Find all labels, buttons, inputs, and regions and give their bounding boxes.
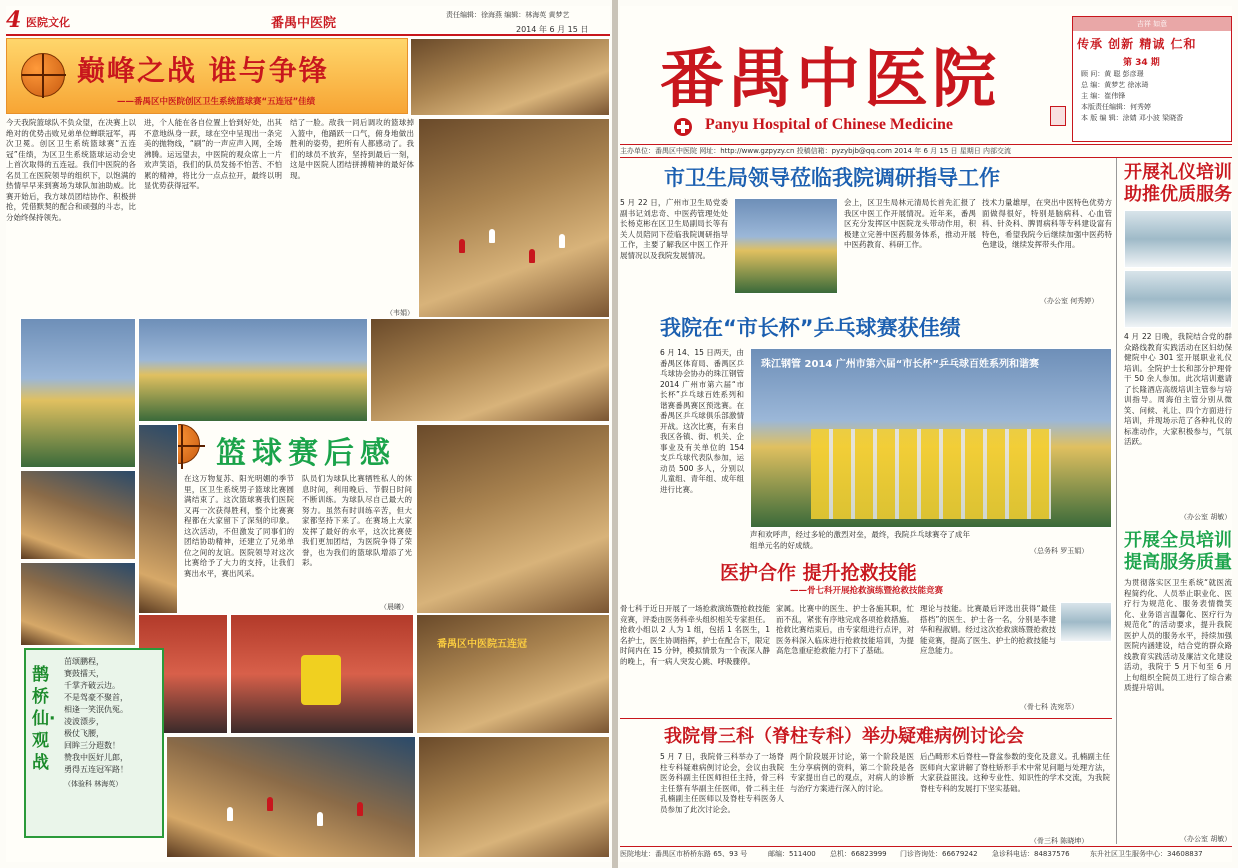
game-action-photo-7 <box>166 736 416 858</box>
training-photo-2 <box>1124 270 1232 328</box>
training-photo-1 <box>1124 210 1232 268</box>
footer-emergency: 急诊科电话：84837576 <box>992 850 1070 858</box>
page-4 <box>6 6 610 862</box>
article-championship-author: （韦娟） <box>386 309 414 317</box>
page-gutter <box>612 0 618 868</box>
article-etiquette-author: （办公室 胡敏） <box>1180 513 1232 521</box>
staff-line: 本 版 编 辑：涂婧 邓小波 梁晓香 <box>1081 114 1184 122</box>
section-rule <box>620 718 1112 719</box>
footer-postcode: 邮编：511400 <box>768 850 816 858</box>
poem-line: 千掌齐破云边。 <box>64 681 120 690</box>
masthead-english: Panyu Hospital of Chinese Medicine <box>705 116 954 133</box>
poem-line: 凌波漂步， <box>64 717 104 726</box>
footer-clinic-phone: 门诊咨询处：66679242 <box>900 850 978 858</box>
info-header: 吉祥 如意 <box>1073 17 1231 31</box>
article-reflection-author: （晨曦） <box>380 603 408 611</box>
headline-emergency-skills: 医护合作 提升抢救技能 <box>720 562 917 584</box>
game-action-photo-8 <box>418 736 610 858</box>
headline-case-discussion: 我院骨三科（脊柱专科）举办疑难病例讨论会 <box>664 726 1024 747</box>
article-case-col3: 后凸畸形术后脊柱—脊盆参数的变化及意义。孔楠副主任医师向大家讲解了脊柱矫形手术中常见问题与处理方法，大家获益匪浅。这种专业性、知识性的学术交流，为我院脊柱专科的发展打下坚实基础。 <box>920 752 1110 793</box>
table-tennis-team-photo <box>750 348 1112 528</box>
issue-info-box <box>1072 16 1232 142</box>
article-etiquette-body: 4 月 22 日晚，我院结合党的群众路线教育实践活动在区妇幼保健院中心 301 室开展职业礼仪培训。全院护士长和部分护理骨干 50 余人参加。此次培训邀请了长隆酒店高级培训主管参与培训指导。周海伯主管分别从微笑、问候、礼让、四个方面进行培训，并现场示范了各种礼仪的标准动作，大家积极参与，气氛活跃。 <box>1124 332 1232 446</box>
emergency-drill-photo <box>1060 602 1112 642</box>
masthead-title: 番禺中医院 <box>660 42 1000 117</box>
team-group-photo <box>138 318 368 422</box>
game-action-photo-3 <box>20 562 136 646</box>
hospital-motto: 传承 创新 精诚 仁和 <box>1077 37 1197 51</box>
article-case-col2: 两个阶段展开讨论，第一个阶段是医生分享病例的资料，第二个阶段是各专家提出自己的观点，对病人的诊断与治疗方案进行深入的讨论。 <box>790 752 914 793</box>
article-table-tennis-col1: 6 月 14、15 日两天，由番禺区体育局、番禺区乒乓球协会协办的珠江钢管 2014 广州市第六届“市长杯”乒乓球百姓系列和谐赛番禺赛区预选赛。在番禺区乒乓球俱乐部激情开战。这次比赛，有来自我区各镇、街、机关、企事业及有关单位的 154 支乒乓球代表队参加，运动员 500 多人，分别以儿童组、青年组、成年组进行比赛。 <box>660 348 744 494</box>
article-leader-visit-col3: 技术力量雄厚，在突出中医特色优势方面做得很好，特别是脑病科、心血管科、针灸科、脾胃病科等专科建设富有特色，希望我院今后继续加强中医药特色建设，继续发挥带头作用。 <box>982 198 1112 249</box>
page-1 <box>620 6 1232 862</box>
article-staff-training-body: 为贯彻落实区卫生系统“就医流程简约化、人员举止职业化、医疗行为规范化、服务表情微笑化、业务语言温馨化、医疗行为规范化”的活动要求，提升我院医护人员的服务水平，持续加强医院内涵建设，结合党的群众路线教育实践活动及廉洁文化建设活动，我院于 5 月下旬至 6 月上旬组织全院员工进行了综合素质提升培训。 <box>1124 578 1232 692</box>
column-divider <box>1116 158 1117 844</box>
poem-line: 回眸三分遐数！ <box>64 741 120 750</box>
article-championship-col2: 进，个人能在各自位置上恰到好处，出其不意地纵身一跃，球在空中呈现出一条完美的抛物线，“刷”的一声应声入网，全场沸腾。运远望去，中医院的观众席上一片欢声笑语，我们的队员发扬不怕苦、不怕累的精神，将比分一点点拉开，最终以明显优势获得冠军。 <box>144 118 282 190</box>
team-photo-left <box>20 318 136 468</box>
basketball-championship-banner <box>6 38 408 114</box>
masthead <box>620 6 1232 158</box>
article-reflection-col2: 队员们为球队比赛牺牲私人的休息时间，利用晚后、节假日时间不断训练。为球队尽自己最大的努力。虽然有时训练辛苦，但大家都坚持下来了。在赛场上大家发挥了最好的水平，这次比赛使我们更加团结，为医院争得了荣誉，也为我们的篮球队增添了光彩。 <box>302 474 412 567</box>
game-action-photo-6 <box>416 424 610 614</box>
poem-line: 勇得五连冠军路！ <box>64 765 128 774</box>
section-title: 医院文化 <box>26 16 70 29</box>
seal-stamp-icon <box>1050 106 1066 126</box>
issue-number: 第 34 期 <box>1123 58 1160 68</box>
photo-event-banner: 珠江钢管 2014 广州市第六届“市长杯”乒乓球百姓系列和谐赛 <box>761 359 1039 370</box>
footer-phone: 总机：66823999 <box>830 850 887 858</box>
article-emergency-col1: 骨七科于近日开展了一场抢救演练暨抢救技能竞赛，评委由医务科牵头组织相关专家担任。抢救小组以 2 人为 1 组，包括 1 名医生，1 名护士，医生协调指挥，护士在配合下，限定时间内在 15 分钟，模拟情景为一个夜深人静的晚上，有一病人突发心跳、呼吸骤停。 <box>620 604 770 666</box>
article-case-col1: 5 月 7 日，我院骨三科举办了一场脊柱专科疑难病例讨论会，会议由我院医务科副主任医师担任主持，骨三科主任蔡有华副主任医师，骨二科主任孔楠副主任医师以及脊柱专科医务人员参加了此次讨论会。 <box>660 752 784 814</box>
poem-title: 鹊桥仙·观战 <box>32 665 56 773</box>
staff-line: 本版责任编辑：何秀婷 <box>1081 103 1151 111</box>
staff-line: 顾 问：黄 聪 彭彦璟 <box>1081 70 1144 78</box>
headline-leader-visit: 市卫生局领导莅临我院调研指导工作 <box>664 166 1000 190</box>
staff-line: 主 编：崔伟锋 <box>1081 92 1126 100</box>
article-case-author: （骨三科 陈晓坤） <box>1030 837 1089 845</box>
poem-line: 相逢一笑泯仇冤。 <box>64 705 128 714</box>
headline-staff-training: 开展全员培训 提高服务质量 <box>1124 530 1232 573</box>
championship-banner-photo <box>416 614 610 734</box>
footer-address: 医院地址：番禺区市桥桥东路 65、93 号 <box>620 850 748 858</box>
issue-date-left: 2014 年 6 月 15 日 <box>516 25 589 34</box>
basketball-icon <box>21 53 65 97</box>
article-championship-col3: 结了一脸。敌我一同后调攻的篮球掉入篮中，他踊跃一口气，俯身地做出胜利的姿势，把所有人都感动了。我们的球员不放弃，坚持到最后一刻，这是中医院人团结拼搏精神的最好体现。 <box>290 118 414 180</box>
editor-credits: 责任编辑：徐海燕 编辑：林海英 黄梦艺 <box>446 11 570 19</box>
headline-etiquette-training: 开展礼仪培训 助推优质服务 <box>1124 162 1232 205</box>
article-leader-visit-col1: 5 月 22 日，广州市卫生局党委副书记刘忠奇、中医药管理处处长杨克彬在区卫生局副局长等有关人员陪同下莅临我院调研指导工作，主要了解我区中医工作开展情况以及我院发展情况。 <box>620 198 728 260</box>
subtitle-emergency-skills: ——骨七科开展抢救演练暨抢救技能竞赛 <box>790 586 944 596</box>
poem-line: 赛鼓擂天， <box>64 669 104 678</box>
game-action-photo-5 <box>138 424 178 614</box>
team-celebration-photo <box>410 38 610 116</box>
game-action-photo-4 <box>370 318 610 422</box>
article-emergency-author: （骨七科 冼宛萃） <box>1020 703 1079 711</box>
poem-line: 不是驾豪不聚首， <box>64 693 128 702</box>
article-leader-visit-col2: 会上，区卫生局林元清局长首先汇报了我区中医工作开展情况。近年来，番禺区充分发挥区中医院龙头带动作用，积极建立完善中医药服务体系，推动开展中医药教育、科研工作。 <box>844 198 976 249</box>
article-table-tennis-author: （总务科 罗玉娟） <box>1030 547 1089 555</box>
article-leader-visit-author: （办公室 何秀婷） <box>1040 297 1099 305</box>
poem-box <box>24 648 164 838</box>
hospital-cross-logo-icon <box>674 118 692 136</box>
left-page-header <box>6 6 610 36</box>
poem-line: 茁颂鹏程， <box>64 657 104 666</box>
article-staff-training-author: （办公室 胡敏） <box>1180 835 1232 843</box>
trophy-presentation-photo <box>230 614 414 734</box>
photo-banner-text: 番禺区中医院五连冠 <box>437 639 527 650</box>
footer-printer: 东升社区卫生服务中心：34608837 <box>1090 850 1203 858</box>
game-action-photo-2 <box>20 470 136 560</box>
article-emergency-col3: 理论与技能。比赛最后评选出获得“最佳搭档”的医生、护士各一名，分别是李建华和程淑娟。经过这次抢救演练暨抢救技能竞赛，提高了医生、护士的抢救技能与应急能力。 <box>920 604 1056 655</box>
article-table-tennis-col2: 声和欢呼声，经过多轮的激烈对垒，最终，我院乒乓球赛夺了成年组单元名的好成绩。 <box>750 530 970 550</box>
reflection-headline: 篮球赛后感 <box>216 436 396 471</box>
paper-name-small: 番禺中医院 <box>271 16 337 31</box>
article-emergency-col2: 家属。比赛中的医生、护士各施其职，忙而不乱，紧张有序地完成各项抢救措施。抢救比赛结束后，由专家组进行点评，对医务科深入临床进行抢救技能培训，为提高危急重症抢救能力打下了基础。 <box>776 604 914 655</box>
poem-line: 赞我中医好儿郎， <box>64 753 128 762</box>
poem-body <box>64 656 160 790</box>
article-championship-col1: 今天我院篮球队不负众望，在决赛上以绝对的优势击败兄弟单位蝉联冠军，再次卫冕。创区卫生系统篮球赛“五连冠”佳绩，为区卫生系统篮球运动会史上首次取得的五连冠。我们中医院的各名员工在医院领导的组织下，以饱满的热情早早来到赛场为球队加油助威。比赛开始后，我方球员团结协作、积极拼抢，凭借默契的配合和顽强的斗志，比分始终保持领先。 <box>6 118 136 222</box>
staff-line: 总 编：黄梦艺 徐冰琦 <box>1081 81 1149 89</box>
basketball-reflection-banner <box>160 422 406 472</box>
banner-headline: 巅峰之战 谁与争锋 <box>77 54 329 87</box>
game-action-photo-1 <box>418 118 610 318</box>
headline-table-tennis: 我院在“市长杯”乒乓球赛获佳绩 <box>660 316 961 340</box>
page-number: 4 <box>6 7 22 33</box>
poem-author: （体验科 林海英） <box>64 780 123 788</box>
banner-subtitle: ——番禺区中医院创区卫生系统篮球赛“五连冠”佳绩 <box>117 97 316 107</box>
meeting-photo <box>734 198 838 294</box>
page-footer <box>620 846 1232 860</box>
poem-line: 极仗飞腰， <box>64 729 104 738</box>
article-reflection-col1: 在这万物复苏、阳光明媚的季节里，区卫生系统男子篮球比赛圆满结束了。这次篮球赛我们医院又再一次获得胜利，整个比赛赛程都在大家留下了深刻的印象。这次活动，不但激发了同事们的团结协助精神，还建立了兄弟单位之间的友谊。医院领导对这次比赛给予了大力的支持，让我们赛出水平，赛出风采。 <box>184 474 294 578</box>
masthead-info-line: 主办单位：番禺区中医院 网址：http://www.gzpyzy.cn 投稿信箱：pyzybjb@qq.com 2014 年 6 月 15 日 星期日 内部交流 <box>620 144 1232 158</box>
staff-list <box>1081 69 1227 124</box>
